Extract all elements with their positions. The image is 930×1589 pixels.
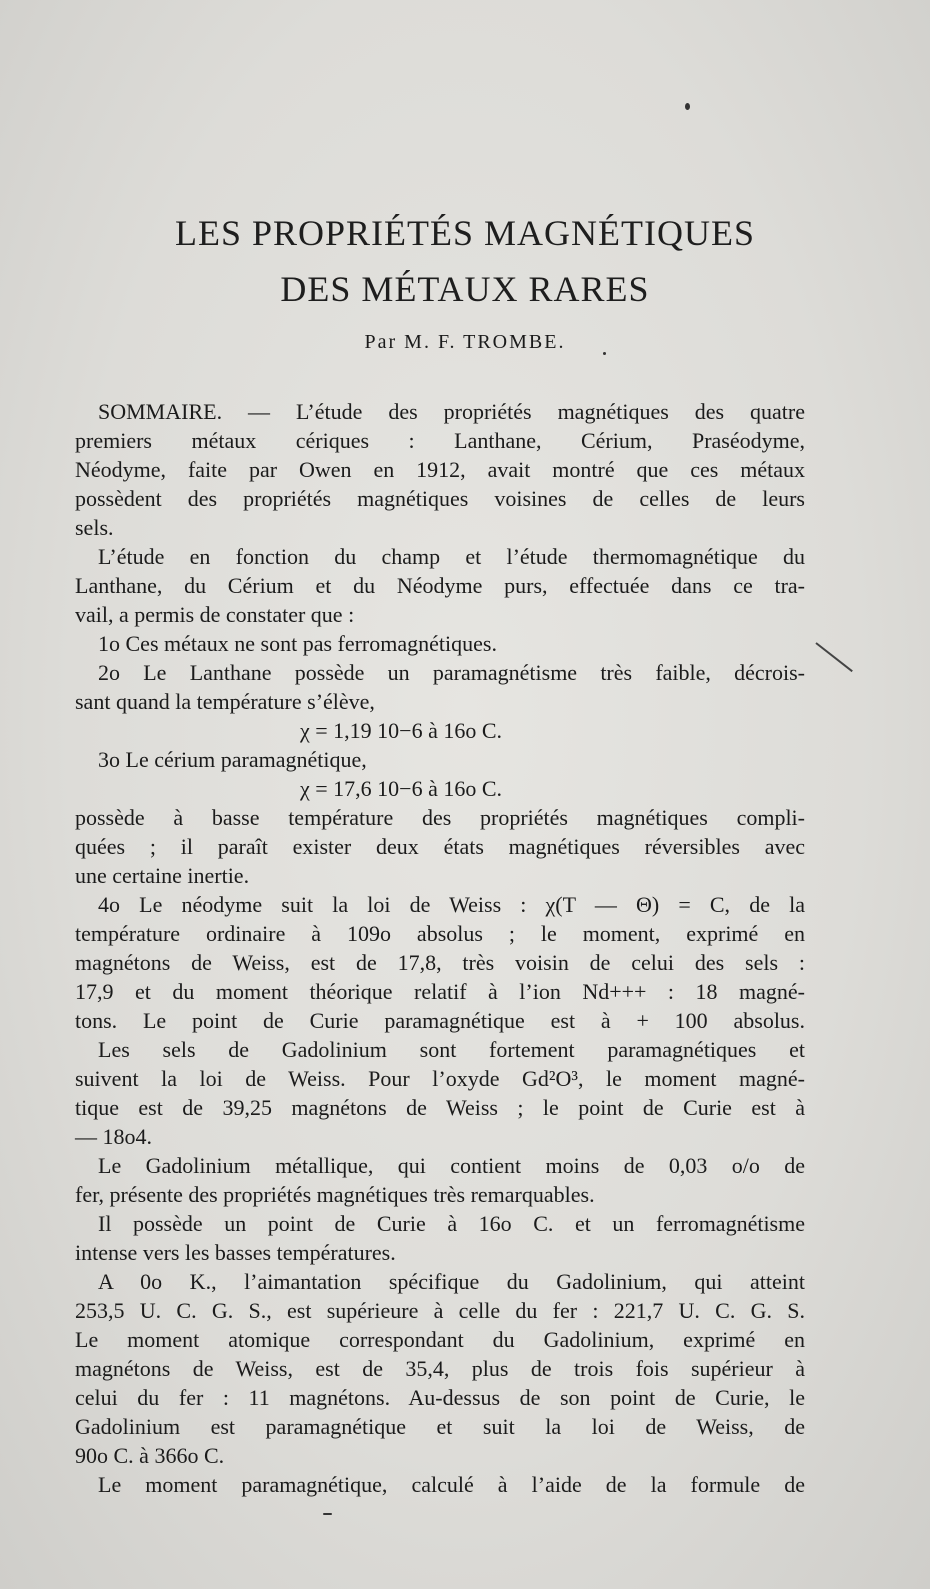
text-line: A 0o K., l’aimantation spécifique du Gadolinium, qui atteint: [98, 1269, 805, 1294]
text-line: Lanthane, du Cérium et du Néodyme purs, effectuée dans ce tra-: [75, 573, 805, 598]
article-title-line-2: DES MÉTAUX RARES: [280, 269, 650, 309]
equation-line: χ = 1,19 10−6 à 16o C.: [300, 718, 503, 743]
text-line: suivent la loi de Weiss. Pour l’oxyde Gd²O³, le moment magné-: [75, 1066, 805, 1091]
text-line: 253,5 U. C. G. S., est supérieure à celle du fer : 221,7 U. C. G. S.: [75, 1298, 805, 1323]
text-line: possède à basse température des propriétés magnétiques compli-: [75, 805, 805, 830]
text-line: Gadolinium est paramagnétique et suit la loi de Weiss, de: [75, 1414, 805, 1439]
text-line: magnétons de Weiss, est de 35,4, plus de trois fois supérieur à: [75, 1356, 805, 1381]
text-line: intense vers les basses températures.: [75, 1240, 396, 1265]
text-line: 90o C. à 366o C.: [75, 1443, 225, 1468]
text-line: premiers métaux cériques : Lanthane, Cérium, Praséodyme,: [75, 428, 805, 453]
text-line: Le moment atomique correspondant du Gadolinium, exprimé en: [75, 1327, 805, 1352]
text-line: Il possède un point de Curie à 16o C. et un ferromagnétisme: [98, 1211, 805, 1236]
text-line: 1o Ces métaux ne sont pas ferromagnétiques.: [98, 631, 497, 656]
text-line: fer, présente des propriétés magnétiques très remarquables.: [75, 1182, 595, 1207]
text-line: tique est de 39,25 magnétons de Weiss ; le point de Curie est à: [75, 1095, 805, 1120]
equation-line: χ = 17,6 10−6 à 16o C.: [300, 776, 503, 801]
text-line: une certaine inertie.: [75, 863, 250, 888]
text-line: 4o Le néodyme suit la loi de Weiss : χ(T — Θ) = C, de la: [98, 892, 805, 917]
text-line: Le Gadolinium métallique, qui contient moins de 0,03 o/o de: [98, 1153, 805, 1178]
text-line: Les sels de Gadolinium sont fortement paramagnétiques et: [98, 1037, 805, 1062]
margin-scratch-mark: [815, 642, 852, 672]
text-line: 17,9 et du moment théorique relatif à l’ion Nd+++ : 18 magné-: [75, 979, 805, 1004]
text-line: tons. Le point de Curie paramagnétique est à + 100 absolus.: [75, 1008, 805, 1033]
text-line: température ordinaire à 109o absolus ; le moment, exprimé en: [75, 921, 805, 946]
text-line: 3o Le cérium paramagnétique,: [98, 747, 367, 772]
text-line: SOMMAIRE. — L’étude des propriétés magnétiques des quatre: [98, 399, 805, 424]
text-line: Néodyme, faite par Owen en 1912, avait montré que ces métaux: [75, 457, 805, 482]
text-line: — 18o4.: [75, 1124, 152, 1149]
text-line: celui du fer : 11 magnétons. Au-dessus de son point de Curie, le: [75, 1385, 805, 1410]
text-line: quées ; il paraît exister deux états magnétiques réversibles avec: [75, 834, 805, 859]
text-line: magnétons de Weiss, est de 17,8, très voisin de celui des sels :: [75, 950, 805, 975]
text-line: vail, a permis de constater que :: [75, 602, 355, 627]
author-byline: Par M. F. TROMBE.: [364, 331, 566, 353]
text-line: 2o Le Lanthane possède un paramagnétisme très faible, décrois-: [98, 660, 805, 685]
text-line: sant quand la température s’élève,: [75, 689, 375, 714]
speck-mark: [685, 103, 690, 110]
text-line: possèdent des propriétés magnétiques voisines de celles de leurs: [75, 486, 805, 511]
text-line: sels.: [75, 515, 114, 540]
speck-mark: [323, 1513, 332, 1515]
text-line: Le moment paramagnétique, calculé à l’aide de la formule de: [98, 1472, 805, 1497]
article-title-line-1: LES PROPRIÉTÉS MAGNÉTIQUES: [174, 213, 756, 253]
text-line: L’étude en fonction du champ et l’étude thermomagnétique du: [98, 544, 805, 569]
